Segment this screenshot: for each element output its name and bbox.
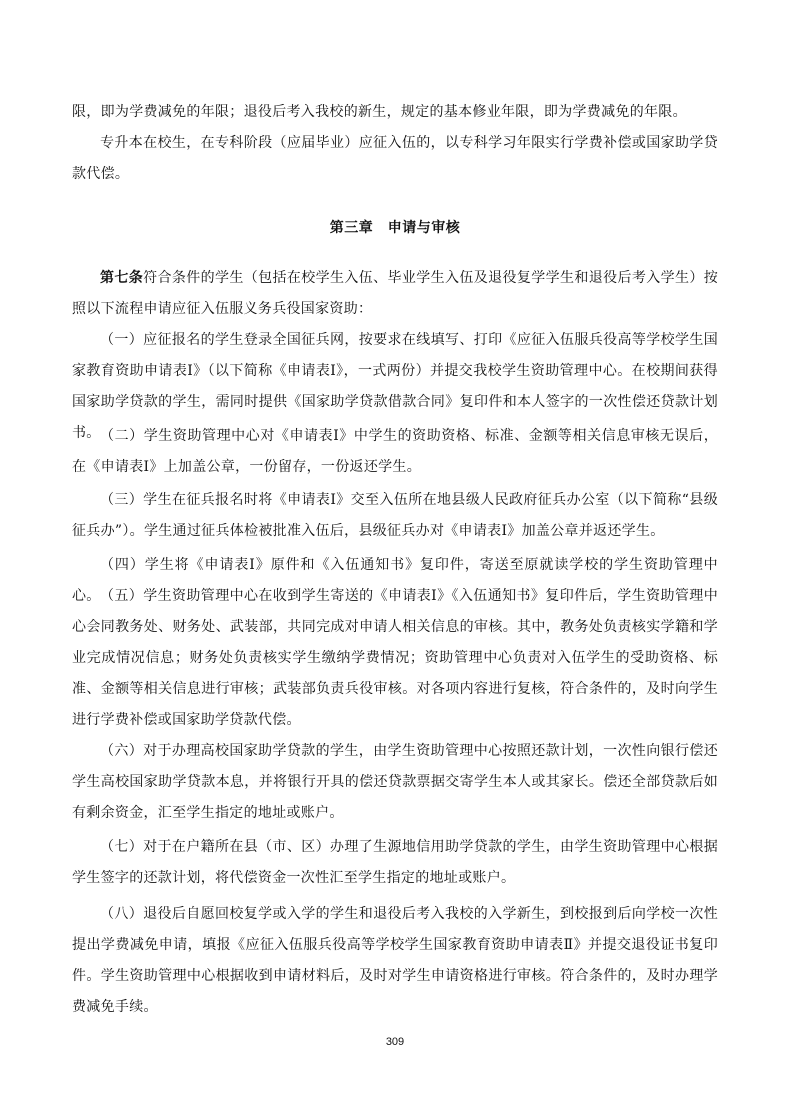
list-item-4: （四）学生将《申请表Ⅰ》原件和《入伍通知书》复印件，寄送至原就读学校的学生资助管理中心。	[72, 557, 718, 604]
list-item-6: （六）对于办理高校国家助学贷款的学生，由学生资助管理中心按照还款计划，一次性向银行偿还学生高校国家助学贷款本息，并将银行开具的偿还贷款票据交寄学生本人或其家长。偿还全部贷款后如有剩余资金，汇至学生指定的地址或账户。	[72, 743, 718, 821]
list-item-5: （五）学生资助管理中心在收到学生寄送的《申请表Ⅰ》《入伍通知书》复印件后，学生资助管理中心会同教务处、财务处、武装部，共同完成对申请人相关信息的审核。其中，教务处负责核实学籍和学业完成情况信息；财务处负责核实学生缴纳学费情况；资助管理中心负责对入伍学生的受助资格、标准、金额等相关信息进行审核；武装部负责兵役审核。对各项内容进行复核，符合条件的，及时向学生进行学费补偿或国家助学贷款代偿。	[72, 588, 718, 728]
list-item-2: （二）学生资助管理中心对《申请表Ⅰ》中学生的资助资格、标准、金额等相关信息审核无误后，在《申请表Ⅰ》上加盖公章，一份留存，一份返还学生。	[72, 428, 718, 475]
page-number: 309	[385, 1036, 405, 1048]
paragraph-continuation: 限，即为学费减免的年限；退役后考入我校的新生，规定的基本修业年限，即为学费减免的年限。	[72, 104, 687, 120]
list-item-8: （八）退役后自愿回校复学或入学的学生和退役后考入我校的入学新生，到校报到后向学校一次性提出学费减免申请，填报《应征入伍服兵役高等学校学生国家教育资助申请表Ⅱ》并提交退役证书复印件。学生资助管理中心根据收到申请材料后，及时对学生申请资格进行审核。符合条件的，及时办理学费减免手续。	[72, 906, 718, 1015]
article-7	[72, 263, 718, 325]
paragraph-upgrade-students: 专升本在校生，在专科阶段（应届毕业）应征入伍的，以专科学习年限实行学费补偿或国家助学贷款代偿。	[72, 135, 718, 182]
list-item-3: （三）学生在征兵报名时将《申请表Ⅰ》交至入伍所在地县级人民政府征兵办公室（以下简称“县级征兵办”）。学生通过征兵体检被批准入伍后，县级征兵办对《申请表Ⅰ》加盖公章并返还学生。	[72, 492, 718, 539]
chapter-title: 第三章 申请与审核	[329, 220, 461, 236]
list-item-7: （七）对于在户籍所在县（市、区）办理了生源地信用助学贷款的学生，由学生资助管理中心根据学生签字的还款计划，将代偿资金一次性汇至学生指定的地址或账户。	[72, 839, 718, 886]
list-item-1: （一）应征报名的学生登录全国征兵网，按要求在线填写、打印《应征入伍服兵役高等学校学生国家教育资助申请表Ⅰ》（以下简称《申请表Ⅰ》，一式两份）并提交我校学生资助管理中心。在校期间获得国家助学贷款的学生，需同时提供《国家助学贷款借款合同》复印件和本人签字的一次性偿还贷款计划书。	[72, 332, 718, 441]
article-label: 第七条	[100, 270, 144, 286]
article-text: 符合条件的学生（包括在校学生入伍、毕业学生入伍及退役复学学生和退役后考入学生）按照以下流程申请应征入伍服义务兵役国家资助：	[72, 270, 718, 317]
